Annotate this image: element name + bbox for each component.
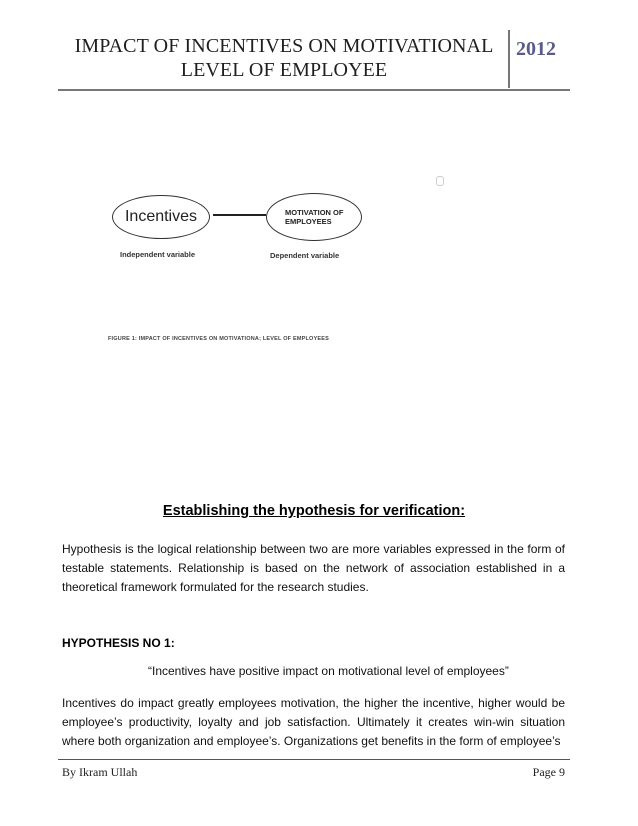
incentives-impact-paragraph: Incentives do impact greatly employees motivation, the higher the incentive, higher would be employee’s productivity, loyalty and job satisfaction. Ultimately it creates win-win situation where both organization and employee’s. Organizations get benefits in the form of employee’s <box>62 696 565 748</box>
figure-caption: FIGURE 1: IMPACT OF INCENTIVES ON MOTIVATIONA; LEVEL OF EMPLOYEES <box>108 336 329 342</box>
independent-variable-label: Independent variable <box>120 250 196 259</box>
scan-artifact <box>436 176 444 186</box>
footer-page-number: Page 9 <box>532 765 565 779</box>
header-rule <box>58 89 570 91</box>
footer-rule <box>58 759 570 760</box>
dependent-variable-label: Dependent variable <box>270 251 340 260</box>
header-year: 2012 <box>516 38 556 60</box>
relationship-connector <box>213 214 266 216</box>
header-divider <box>508 30 510 88</box>
document-header-title: IMPACT OF INCENTIVES ON MOTIVATIONAL LEVEL OF EMPLOYEE <box>74 35 494 81</box>
hypothesis-heading: HYPOTHESIS NO 1: <box>62 636 175 650</box>
incentives-node: Incentives <box>112 195 210 239</box>
hypothesis-definition-paragraph: Hypothesis is the logical relationship between two are more variables expressed in the form of testable statements. Relationship is based on the network of association established in a theoretical framework formulated for the research studies. <box>62 542 565 594</box>
footer-author: By Ikram Ullah <box>62 765 138 779</box>
motivation-node <box>266 193 362 241</box>
hypothesis-statement: “Incentives have positive impact on motivational level of employees” <box>148 664 509 678</box>
motivation-node-label: MOTIVATION OF EMPLOYEES <box>285 208 344 226</box>
section-heading: Establishing the hypothesis for verification: <box>162 503 466 519</box>
